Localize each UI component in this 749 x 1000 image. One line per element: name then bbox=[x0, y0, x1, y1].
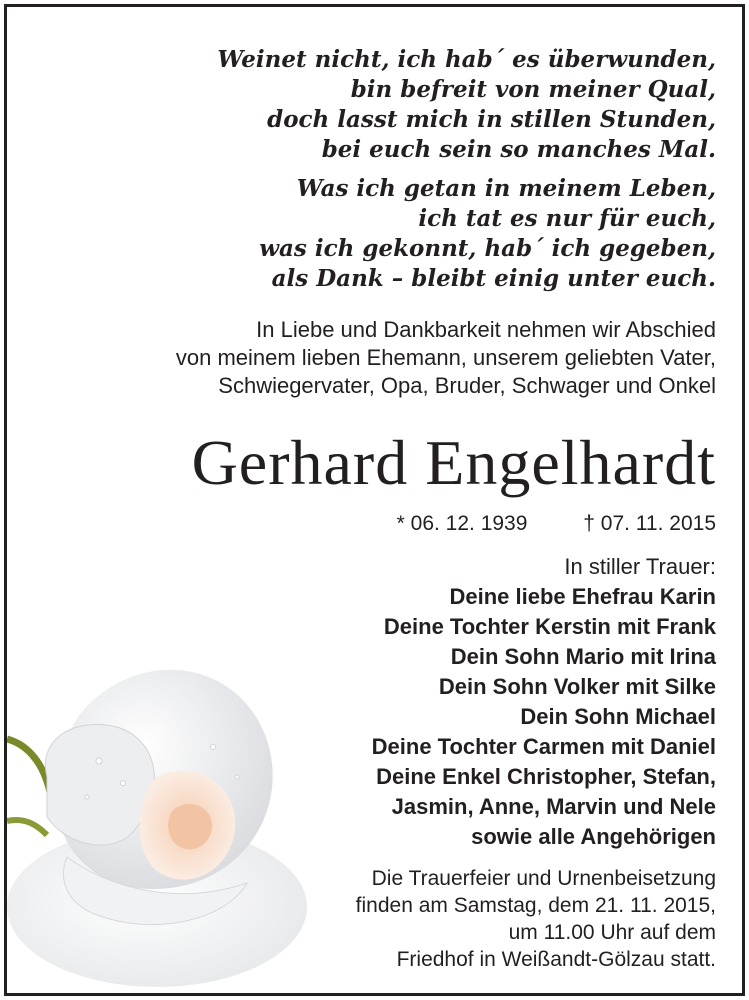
poem-line: Weinet nicht, ich hab´ es überwunden, bbox=[217, 46, 716, 73]
poem-line: ich tat es nur für euch, bbox=[418, 205, 716, 232]
service-line: finden am Samstag, dem 21. 11. 2015, bbox=[355, 894, 716, 917]
poem-line: bei euch sein so manches Mal. bbox=[321, 136, 716, 163]
obituary-frame bbox=[4, 4, 745, 996]
poem bbox=[217, 45, 716, 294]
mourners-list bbox=[372, 552, 716, 852]
deceased-name: Gerhard Engelhardt bbox=[191, 427, 716, 498]
poem-line: was ich gekonnt, hab´ ich gegeben, bbox=[259, 235, 716, 262]
farewell-intro bbox=[176, 316, 716, 400]
life-dates bbox=[397, 510, 716, 538]
poem-stanza bbox=[217, 45, 716, 165]
mourner-line: Jasmin, Anne, Marvin und Nele bbox=[391, 794, 716, 819]
service-info bbox=[356, 865, 716, 973]
death-date: † 07. 11. 2015 bbox=[583, 512, 716, 535]
white-rose-image bbox=[7, 657, 307, 993]
poem-line: doch lasst mich in stillen Stunden, bbox=[267, 106, 716, 133]
mourner-line: Dein Sohn Volker mit Silke bbox=[438, 674, 716, 699]
poem-line: als Dank – bleibt einig unter euch. bbox=[271, 265, 716, 292]
mourner-line: Deine liebe Ehefrau Karin bbox=[449, 584, 716, 609]
intro-line: In Liebe und Dankbarkeit nehmen wir Abschied bbox=[256, 317, 716, 342]
mourner-line: Dein Sohn Mario mit Irina bbox=[450, 644, 716, 669]
birth-date: * 06. 12. 1939 bbox=[396, 512, 528, 535]
intro-line: von meinem lieben Ehemann, unserem geliebten Vater, bbox=[175, 345, 716, 370]
mourner-line: Dein Sohn Michael bbox=[520, 704, 716, 729]
poem-line: Was ich getan in meinem Leben, bbox=[296, 175, 716, 202]
service-line: Friedhof in Weißandt-Gölzau statt. bbox=[396, 948, 716, 971]
intro-line: Schwiegervater, Opa, Bruder, Schwager und Onkel bbox=[218, 373, 716, 398]
poem-line: bin befreit von meiner Qual, bbox=[350, 76, 716, 103]
mourner-line: Deine Tochter Kerstin mit Frank bbox=[383, 614, 716, 639]
service-line: Die Trauerfeier und Urnenbeisetzung bbox=[371, 867, 716, 890]
rose-icon bbox=[7, 657, 307, 993]
service-line: um 11.00 Uhr auf dem bbox=[508, 921, 716, 944]
mourner-line: Deine Enkel Christopher, Stefan, bbox=[376, 764, 716, 789]
mourners-heading: In stiller Trauer: bbox=[564, 554, 716, 579]
mourner-line: sowie alle Angehörigen bbox=[471, 824, 716, 849]
mourner-line: Deine Tochter Carmen mit Daniel bbox=[371, 734, 716, 759]
poem-stanza bbox=[217, 174, 716, 294]
